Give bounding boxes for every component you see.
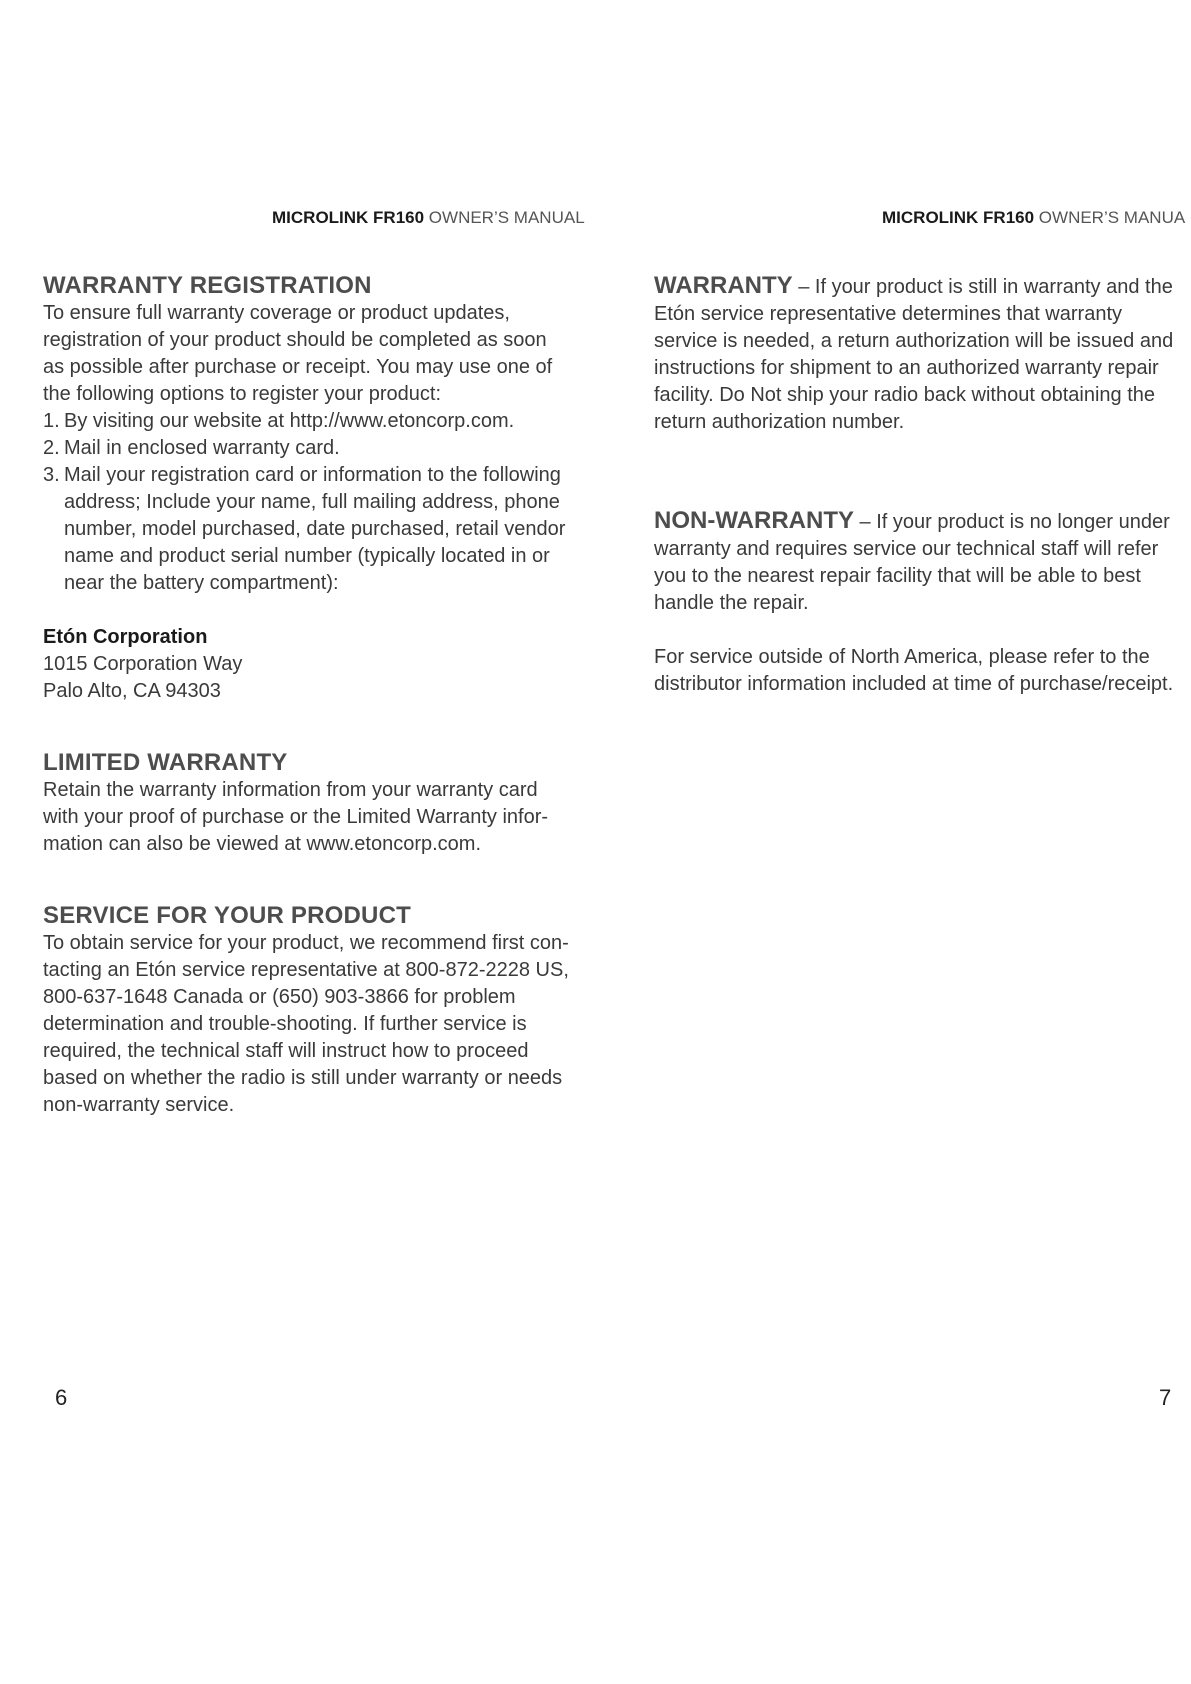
list-item-number: 3. bbox=[43, 464, 60, 486]
list-item-text: Mail your registration card or information to the following address; Include your name, full mailing address, phone number, model purchased, date purchased, retail vendor name and product serial number (typically located in or near the battery compartment): bbox=[64, 464, 566, 594]
address-line-1: 1015 Corporation Way bbox=[43, 653, 243, 675]
service-title: SERVICE FOR YOUR PRODUCT bbox=[43, 902, 411, 929]
limited-warranty-title: LIMITED WARRANTY bbox=[43, 749, 288, 776]
list-item bbox=[43, 462, 573, 597]
spacer bbox=[43, 858, 573, 902]
spacer bbox=[43, 597, 573, 624]
list-item bbox=[43, 408, 573, 435]
left-page bbox=[0, 0, 595, 1684]
page-number-right: 7 bbox=[1159, 1385, 1172, 1410]
service-text: To obtain service for your product, we recommend first con-tacting an Etón service representative at 800-872-2228 US, 800-637-1648 Canada or (650) 903-3866 for problem determination and trouble-shooting. If further service is required, the technical staff will instruct how to proceed based on whether the radio is still under warranty or needs non-warranty service. bbox=[43, 932, 569, 1116]
non-warranty-text: – If your product is no longer under warranty and requires service our technical staff will refer you to the nearest repair facility that will be able to best handle the repair. bbox=[654, 511, 1170, 614]
warranty-registration-intro: To ensure full warranty coverage or product updates, registration of your product should be completed as soon as possible after purchase or receipt. You may use one of the following options to register your product: bbox=[43, 302, 553, 405]
warranty-title: WARRANTY bbox=[654, 272, 793, 299]
running-head-manual: OWNER’S MANUA bbox=[1034, 208, 1186, 227]
registration-options-list bbox=[43, 408, 573, 597]
spacer bbox=[43, 705, 573, 749]
service-section bbox=[43, 902, 573, 1119]
running-head-manual: OWNER’S MANUAL bbox=[424, 208, 585, 227]
list-item-number: 1. bbox=[43, 410, 60, 432]
non-warranty-title: NON-WARRANTY bbox=[654, 507, 854, 534]
limited-warranty-text: Retain the warranty information from your warranty card with your proof of purchase or the Limited Warranty infor-mation can also be viewed at www.etoncorp.com. bbox=[43, 779, 549, 855]
spacer bbox=[654, 436, 1180, 480]
running-head-left bbox=[272, 208, 585, 228]
page-number-left: 6 bbox=[55, 1385, 68, 1410]
spacer bbox=[654, 617, 1180, 644]
warranty-registration-section bbox=[43, 272, 573, 705]
right-page bbox=[595, 0, 1191, 1684]
non-warranty-paragraph bbox=[654, 507, 1180, 617]
right-column bbox=[654, 272, 1180, 698]
company-name: Etón Corporation bbox=[43, 626, 208, 648]
outside-north-america-text: For service outside of North America, please refer to the distributor information included at time of purchase/receipt. bbox=[654, 646, 1174, 695]
list-item bbox=[43, 435, 573, 462]
running-head-right bbox=[882, 208, 1185, 228]
limited-warranty-section bbox=[43, 749, 573, 858]
address-line-2: Palo Alto, CA 94303 bbox=[43, 680, 221, 702]
warranty-paragraph bbox=[654, 272, 1180, 436]
left-column bbox=[43, 272, 573, 1119]
running-head-product: MICROLINK FR160 bbox=[882, 208, 1035, 227]
running-head-product: MICROLINK FR160 bbox=[272, 208, 425, 227]
list-item-text: By visiting our website at http://www.etoncorp.com. bbox=[64, 410, 515, 432]
spacer bbox=[654, 480, 1180, 507]
list-item-text: Mail in enclosed warranty card. bbox=[64, 437, 340, 459]
warranty-text: – If your product is still in warranty and the Etón service representative determines that warranty service is needed, a return authorization will be issued and instructions for shipment to an authorized warranty repair facility. Do Not ship your radio back without obtaining the return authorization number. bbox=[654, 276, 1174, 433]
list-item-number: 2. bbox=[43, 437, 60, 459]
warranty-registration-title: WARRANTY REGISTRATION bbox=[43, 272, 372, 299]
